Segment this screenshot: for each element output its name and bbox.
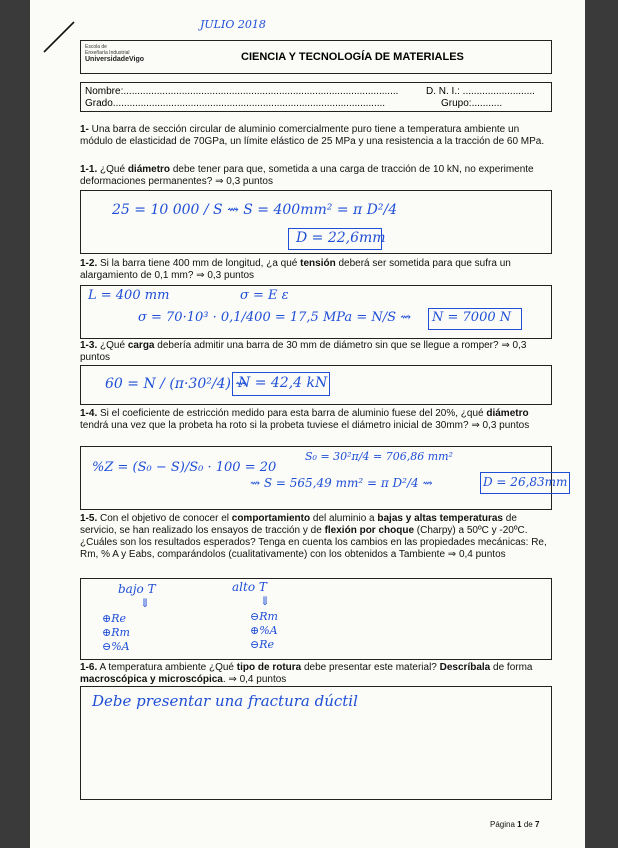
university-logo: Escola de Enxeñaría Industrial UniversidadeVigo xyxy=(85,44,145,63)
answer-1-4-top: S₀ = 30²π/4 = 706,86 mm² xyxy=(305,450,453,463)
question-1-6: 1-6. A temperatura ambiente ¿Qué tipo de rotura debe presentar este material? Descríbala de forma macroscópica y microscópica. ⇒ 0,4 puntos xyxy=(80,662,533,685)
dni-field: D. N. I.: .......................... xyxy=(426,86,535,97)
answer-1-5-low-3: ⊖%A xyxy=(102,640,130,653)
question-1-4: 1-4. Si el coeficiente de estricción medido para esta barra de aluminio fuese del 20%, ¿qué diámetro tendrá una vez que la probeta ha roto si la probeta tuviese el diámetro inicial de 30mm? ⇒ 0,3 puntos xyxy=(80,408,530,431)
answer-1-5-low-header: bajo T xyxy=(118,582,156,596)
question-1-3: 1-3. ¿Qué carga debería admitir una barra de 30 mm de diámetro sin que se llegue a romper? ⇒ 0,3 puntos xyxy=(80,340,527,363)
page-number: Página 1 de 7 xyxy=(490,820,540,829)
answer-1-1-equation: 25 = 10 000 / S ⇝ S = 400mm² = π D²/4 xyxy=(112,202,398,218)
answer-1-5-high-arrow: ⇓ xyxy=(260,594,271,608)
answer-1-2-result: N = 7000 N xyxy=(432,310,512,325)
student-info-box xyxy=(80,82,552,112)
answer-1-3-result: N = 42,4 kN xyxy=(238,375,328,391)
answer-1-5-high-1: ⊖Rm xyxy=(250,610,278,623)
answer-1-5-low-1: ⊕Re xyxy=(102,612,127,625)
question-1-2: 1-2. Si la barra tiene 400 mm de longitud, ¿a qué tensión deberá ser sometida para que sufra un alargamiento de 0,1 mm? ⇒ 0,3 puntos xyxy=(80,258,511,281)
answer-1-2-line-1b: σ = E ε xyxy=(240,288,289,303)
answer-1-4-left: %Z = (S₀ − S)/S₀ · 100 = 20 xyxy=(92,460,277,475)
question-1-5: 1-5. Con el objetivo de conocer el comportamiento del aluminio a bajas y altas temperaturas de servicio, se han realizado los ensayos de tracción y de flexión por choque (Charpy) a 50ºC y -20ºC. ¿Cuáles son los resultados esperados? Tenga en cuenta los cambios en las propiedades mecánicas: Re, Rm, % A y Eabs, comparándolos (cualitativamente) con los obtenidos a Tambiente ⇒ 0,4 puntos xyxy=(80,513,547,560)
grupo-field: Grupo:........... xyxy=(441,98,503,109)
pen-stroke-mark xyxy=(40,18,80,58)
nombre-field: Nombre:................................................................................................... xyxy=(85,86,399,97)
answer-1-6-text: Debe presentar una fractura dúctil xyxy=(92,692,358,710)
answer-1-3-equation: 60 = N / (π·30²/4) ⇝ xyxy=(105,376,248,392)
answer-1-5-high-3: ⊖Re xyxy=(250,638,275,651)
header-box xyxy=(80,40,552,74)
answer-1-2-line-1a: L = 400 mm xyxy=(88,288,170,303)
question-1-1: 1-1. ¿Qué diámetro debe tener para que, sometida a una carga de tracción de 10 kN, no experimente deformaciones permanentes? ⇒ 0,3 puntos xyxy=(80,164,534,187)
answer-1-2-line-2: σ = 70·10³ · 0,1/400 = 17,5 MPa = N/S ⇝ xyxy=(138,310,412,325)
answer-1-1-result: D = 22,6mm xyxy=(296,230,386,246)
answer-1-5-high-2: ⊕%A xyxy=(250,624,278,637)
answer-1-4-result: D = 26,83mm xyxy=(483,475,568,489)
grado-field: Grado.................................................................................................. xyxy=(85,98,386,109)
answer-1-5-low-arrow: ⇓ xyxy=(140,596,151,610)
answer-1-5-high-header: alto T xyxy=(232,580,267,594)
handwritten-date: JULIO 2018 xyxy=(200,18,266,31)
question-1-intro: 1- Una barra de sección circular de aluminio comercialmente puro tiene a temperatura ambiente un módulo de elasticidad de 70GPa, un límite elástico de 25 MPa y una resistencia a la tracción de 60 MPa. xyxy=(80,124,545,147)
answer-1-5-low-2: ⊕Rm xyxy=(102,626,130,639)
answer-1-4-right: ⇝ S = 565,49 mm² = π D²/4 ⇝ xyxy=(250,476,433,490)
course-title: CIENCIA Y TECNOLOGÍA DE MATERIALES xyxy=(241,51,464,63)
